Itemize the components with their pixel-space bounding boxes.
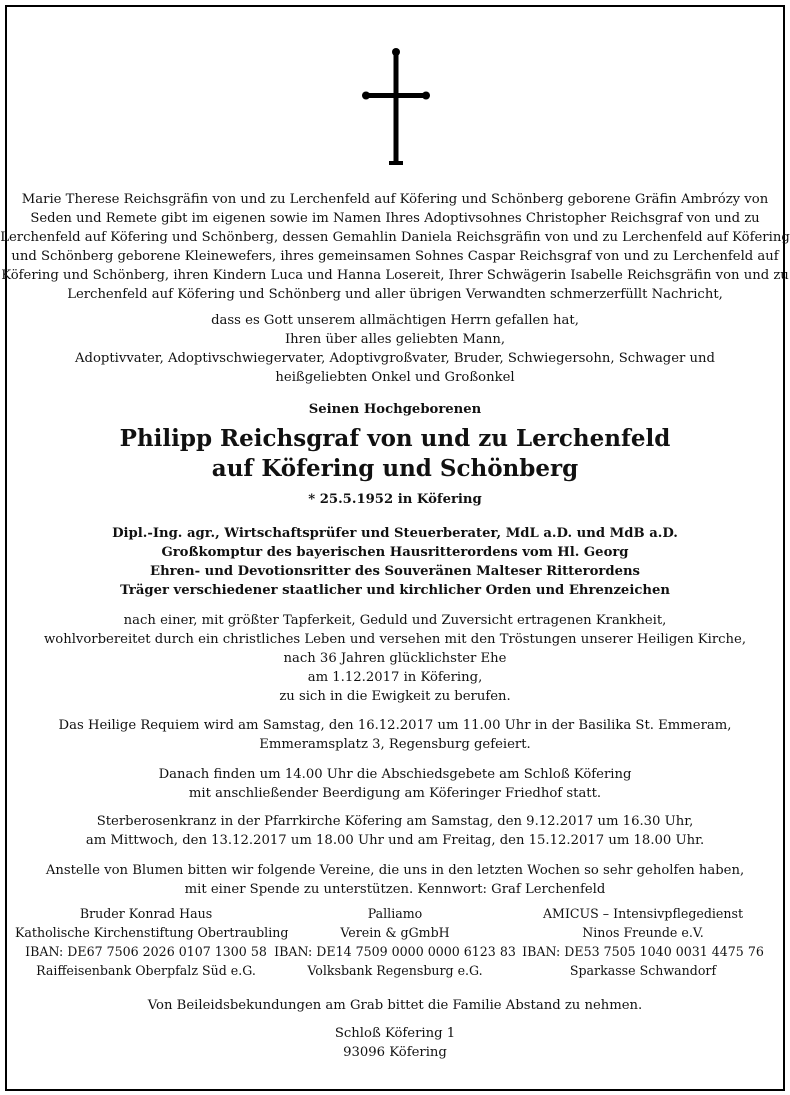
announcement-line: heißgeliebten Onkel und Großonkel (275, 370, 515, 385)
requiem-line: Das Heilige Requiem wird am Samstag, den 16.12.2017 um 11.00 Uhr in der Basilika St. Emmeram, (58, 718, 732, 733)
charity-column (264, 904, 526, 980)
latin-cross-icon (362, 48, 430, 168)
intro-line: Marie Therese Reichsgräfin von und zu Lerchenfeld auf Köfering und Schönberg geborene Gräfin Ambrózy von (21, 192, 769, 207)
announcement-paragraph (0, 311, 790, 387)
honor-line: Ehren- und Devotionsritter des Souveränen Malteser Ritterordens (150, 564, 640, 579)
intro-paragraph (0, 190, 790, 304)
condolence-note: Von Beileidsbekundungen am Grab bittet die Familie Abstand zu nehmen. (147, 998, 643, 1013)
honor-line: Träger verschiedener staatlicher und kirchlicher Orden und Ehrenzeichen (120, 583, 670, 598)
charity-name: Bruder Konrad Haus (79, 906, 213, 921)
charity-bank: Sparkasse Schwandorf (569, 963, 717, 978)
farewell-line: mit anschließender Beerdigung am Köferinger Friedhof statt. (188, 786, 602, 801)
charity-name: Palliamo (367, 906, 423, 921)
charity-org: Ninos Freunde e.V. (582, 925, 704, 940)
announcement-line: Ihren über alles geliebten Mann, (284, 332, 506, 347)
rosary-line: am Mittwoch, den 13.12.2017 um 18.00 Uhr und am Freitag, den 15.12.2017 um 18.00 Uhr. (85, 833, 705, 848)
rosary-line: Sterberosenkranz in der Pfarrkirche Köfering am Samstag, den 9.12.2017 um 16.30 Uhr, (96, 814, 694, 829)
announcement-line: dass es Gott unserem allmächtigen Herrn gefallen hat, (211, 313, 579, 328)
honor-line: Dipl.-Ing. agr., Wirtschaftsprüfer und Steuerberater, MdL a.D. und MdB a.D. (112, 526, 678, 541)
address-line: Schloß Köfering 1 (334, 1026, 456, 1041)
announcement-line: Adoptivvater, Adoptivschwiegervater, Adoptivgroßvater, Bruder, Schwiegersohn, Schwager und (75, 351, 715, 366)
rosary-paragraph (0, 812, 790, 850)
death-line: am 1.12.2017 in Köfering, (307, 670, 483, 685)
charity-column (512, 904, 774, 980)
honors-list (0, 524, 790, 600)
intro-line: und Schönberg geborene Kleinewefers, ihres gemeinsamen Sohnes Caspar Reichsgraf von und zu Lerchenfeld auf (11, 249, 779, 264)
farewell-paragraph (0, 765, 790, 803)
death-line: wohlvorbereitet durch ein christliches Leben und versehen mit den Tröstungen unserer Heiligen Kirche, (43, 632, 747, 647)
requiem-paragraph (0, 716, 790, 754)
charity-iban: IBAN: DE14 7509 0000 0000 6123 83 (274, 944, 516, 959)
title-prefix: Seinen Hochgeborenen (308, 402, 482, 417)
charity-org: Verein & gGmbH (340, 925, 450, 940)
charity-bank: Raiffeisenbank Oberpfalz Süd e.G. (36, 963, 256, 978)
charity-iban: IBAN: DE67 7506 2026 0107 1300 58 (25, 944, 267, 959)
deceased-name-line: Philipp Reichsgraf von und zu Lerchenfeld (119, 425, 671, 452)
address-block (0, 1024, 790, 1062)
death-paragraph (0, 611, 790, 706)
death-line: zu sich in die Ewigkeit zu berufen. (279, 689, 511, 704)
intro-line: Lerchenfeld auf Köfering und Schönberg und aller übrigen Verwandten schmerzerfüllt Nachricht, (67, 287, 723, 302)
charity-iban: IBAN: DE53 7505 1040 0031 4475 76 (522, 944, 764, 959)
intro-line: Seden und Remete gibt im eigenen sowie im Namen Ihres Adoptivsohnes Christopher Reichsgraf von und zu (30, 211, 760, 226)
deceased-name (0, 424, 790, 484)
death-line: nach 36 Jahren glücklichster Ehe (283, 651, 507, 666)
deceased-name-line: auf Köfering und Schönberg (211, 455, 579, 482)
donation-line: mit einer Spende zu unterstützen. Kennwort: Graf Lerchenfeld (184, 882, 606, 897)
intro-line: Köfering und Schönberg, ihren Kindern Luca und Hanna Losereit, Ihrer Schwägerin Isabelle Reichsgräfin von und zu (1, 268, 789, 283)
farewell-line: Danach finden um 14.00 Uhr die Abschiedsgebete am Schloß Köfering (158, 767, 632, 782)
charity-name: AMICUS – Intensivpflegedienst (542, 906, 744, 921)
intro-line: Lerchenfeld auf Köfering und Schönberg, dessen Gemahlin Daniela Reichsgräfin von und zu Lerchenfeld auf Köfering (0, 230, 790, 245)
requiem-line: Emmeramsplatz 3, Regensburg gefeiert. (259, 737, 531, 752)
donation-line: Anstelle von Blumen bitten wir folgende Vereine, die uns in den letzten Wochen so sehr geholfen haben, (45, 863, 745, 878)
charity-org: Katholische Kirchenstiftung Obertraubling (15, 925, 289, 940)
donation-paragraph (0, 861, 790, 899)
charity-bank: Volksbank Regensburg e.G. (307, 963, 483, 978)
death-line: nach einer, mit größter Tapferkeit, Geduld und Zuversicht ertragenen Krankheit, (123, 613, 667, 628)
address-line: 93096 Köfering (343, 1045, 447, 1060)
charity-column (15, 904, 289, 980)
birth-date: * 25.5.1952 in Köfering (308, 492, 482, 507)
honor-line: Großkomptur des bayerischen Hausritterordens vom Hl. Georg (161, 545, 629, 560)
